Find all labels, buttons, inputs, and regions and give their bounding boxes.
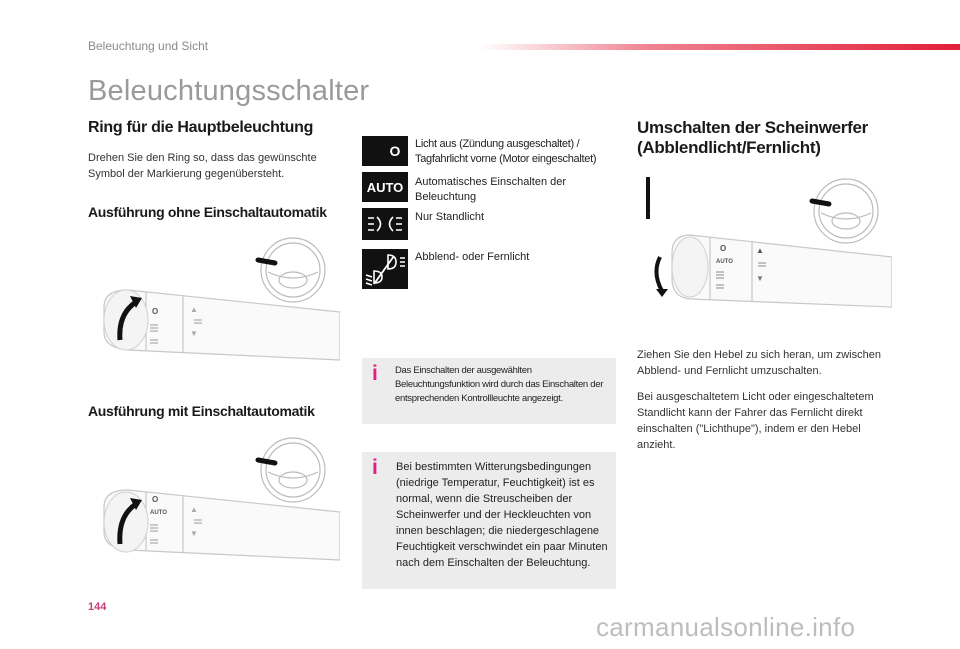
info-box-indicator	[362, 358, 616, 424]
symbol-label-parking: Nur Standlicht	[415, 211, 485, 223]
lever-mark-down: ▼	[190, 529, 198, 538]
symbol-label-off: Licht aus (Zündung ausgeschaltet) / Tagfahrlicht vorne (Motor eingeschaltet)	[415, 138, 597, 165]
lever-mark-down: ▼	[190, 329, 198, 338]
info-icon: i	[372, 456, 378, 479]
heading-with-auto: Ausführung mit Einschaltautomatik	[88, 403, 315, 419]
page-title: Beleuchtungsschalter	[88, 75, 370, 107]
lever-illustration-with-auto	[98, 432, 340, 572]
watermark: carmanualsonline.info	[596, 612, 856, 642]
lever-mark-up: ▲	[756, 246, 764, 255]
lever-mark-down: ▼	[756, 274, 764, 283]
lever-mark-off: O	[720, 244, 727, 253]
lever-mark-auto: AUTO	[716, 259, 733, 265]
lever-illustration-without-auto	[98, 232, 340, 372]
parking-light-icon	[362, 208, 408, 240]
dipped-main-beam-icon	[362, 249, 408, 289]
symbol-label-beam: Abblend- oder Fernlicht	[415, 251, 530, 263]
auto-light-icon: AUTO	[362, 172, 408, 202]
info-text-condensation: Bei bestimmten Witterungsbedingungen (niedrige Temperatur, Feuchtigkeit) ist es normal, wenn die Streuscheiben der Scheinwerfer und der Heckleuchten von innen beschlagen; die niedergeschlagene Feuchtigkeit verschwindet ein paar Minuten nach dem Einschalten der Beleuchtung.	[396, 461, 608, 569]
lever-illustration-beam-switch	[650, 175, 892, 310]
ring-description: Drehen Sie den Ring so, dass das gewünschte Symbol der Markierung gegenübersteht.	[88, 152, 317, 180]
lever-mark-up: ▲	[190, 305, 198, 314]
info-text-indicator: Das Einschalten der ausgewählten Beleuchtungsfunktion wird durch das Einschalten der entsprechenden Kontrollleuchte angezeigt.	[395, 365, 604, 404]
heading-beam-switch: Umschalten der Scheinwerfer (Abblendlicht/Fernlicht)	[637, 118, 868, 157]
symbol-label-auto: Automatisches Einschalten der Beleuchtung	[415, 176, 567, 203]
lever-mark-off: O	[152, 307, 159, 316]
page-number: 144	[88, 601, 107, 613]
heading-without-auto: Ausführung ohne Einschaltautomatik	[88, 204, 327, 220]
heading-ring: Ring für die Hauptbeleuchtung	[88, 119, 314, 136]
section-header: Beleuchtung und Sicht	[88, 39, 209, 53]
lever-mark-auto: AUTO	[150, 510, 167, 516]
info-box-condensation	[362, 452, 616, 589]
beam-switch-instruction: Ziehen Sie den Hebel zu sich heran, um zwischen Abblend- und Fernlicht umzuschalten.	[637, 349, 881, 377]
info-icon: i	[372, 362, 378, 385]
flash-headlight-instruction: Bei ausgeschaltetem Licht oder eingeschaltetem Standlicht kann der Fahrer das Fernlicht direkt einschalten ("Lichthupe"), indem er den Hebel anzieht.	[637, 391, 874, 451]
lever-mark-off: O	[152, 495, 159, 504]
header-accent-bar	[480, 44, 960, 50]
lever-mark-up: ▲	[190, 505, 198, 514]
light-off-icon: O	[362, 136, 408, 166]
